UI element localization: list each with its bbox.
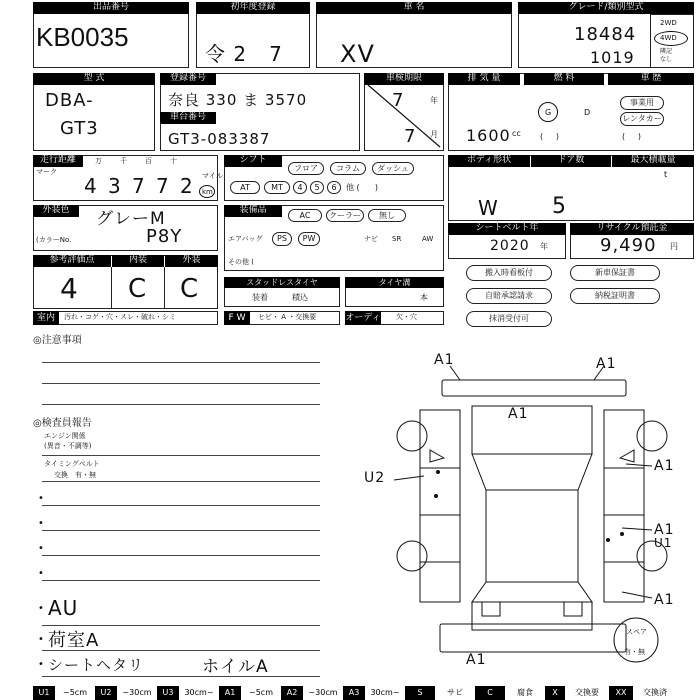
- drive-4wd: 4WD: [660, 34, 677, 42]
- bullet: •: [38, 493, 44, 504]
- mileage-unit-juu: 十: [170, 157, 177, 165]
- tire-groove-unit: 本: [420, 293, 428, 302]
- usage-rental: レンタカー: [620, 112, 664, 126]
- body-value: W: [478, 196, 499, 220]
- damage-mark: A1: [508, 406, 529, 422]
- bullet: •: [38, 518, 44, 529]
- spare-label: スペア: [626, 628, 647, 636]
- tire-groove-label: タイヤ溝: [345, 277, 444, 288]
- shift-other: 他 ( ): [346, 183, 379, 192]
- legend-desc: 腐食: [505, 686, 545, 700]
- remark-seat: シートヘタリ: [48, 656, 145, 674]
- recycle-value: 9,490: [600, 235, 657, 256]
- leader-a1-right-fender: [626, 464, 652, 466]
- fuel-g: G: [545, 108, 552, 117]
- shift-floor: フロア: [288, 162, 324, 175]
- seatbelt-label: シートベルト年: [448, 223, 566, 235]
- mileage-unit-mile: マイル: [202, 172, 223, 180]
- leader-a1-front-left: [450, 366, 460, 380]
- color-code-value: P8Y: [146, 226, 183, 247]
- engine-sub: (異音・不調等): [44, 442, 92, 450]
- wheel-front-left: [397, 421, 427, 451]
- seatbelt-value: 2020: [490, 238, 530, 254]
- displacement-value: 1600: [466, 126, 511, 145]
- note-line: [42, 362, 320, 363]
- right-front-door: [604, 468, 644, 515]
- legend-desc: 交換済: [633, 686, 677, 700]
- note-line: [42, 383, 320, 384]
- left-rear-door: [420, 515, 460, 562]
- reg-no-label: 登録番号: [160, 73, 216, 85]
- mileage-unit-man: 万: [95, 157, 102, 165]
- damage-mark: A1: [466, 652, 487, 668]
- doors-label: ドア数: [531, 155, 611, 167]
- note-line: [42, 530, 320, 531]
- rear-glass: [472, 582, 592, 602]
- rear-lamp-right: [564, 602, 582, 616]
- recycle-unit: 円: [670, 242, 678, 251]
- audio-label: オーディオ: [345, 313, 381, 337]
- doc-insurance-request: 自賠承認請求: [466, 288, 552, 304]
- chassis-value: GT3-083387: [168, 130, 271, 148]
- score-divider-1: [111, 267, 112, 309]
- interior-label: 内装: [112, 255, 164, 267]
- note-line: [42, 555, 320, 556]
- grade-value-2: 1019: [590, 48, 635, 67]
- interior-note-value: 汚れ・コゲ・穴・スレ・破れ・シミ: [64, 313, 176, 321]
- doors-value: 5: [552, 194, 567, 219]
- equip-sr: SR: [392, 235, 402, 243]
- doc-signboard: 搬入時看板付: [466, 265, 552, 281]
- legend-desc: サビ: [435, 686, 475, 700]
- drive-4wd-circle: [654, 31, 688, 46]
- inspector-title: ◎検査員報告: [33, 418, 92, 429]
- damage-mark: A1: [654, 522, 675, 538]
- equipment-label: 装備品: [224, 205, 282, 217]
- damage-mark: A1: [654, 458, 675, 474]
- note-line: [42, 481, 320, 482]
- legend-code: C: [475, 686, 505, 700]
- legend-code: S: [405, 686, 435, 700]
- model-label: 型 式: [33, 73, 155, 85]
- legend-desc: 交換要: [565, 686, 609, 700]
- mileage-mark: マーク: [36, 168, 57, 176]
- doc-tax-certificate: 納税証明書: [570, 288, 660, 304]
- timing-label: タイミングベルト: [44, 460, 100, 468]
- mileage-km-circle: [199, 185, 215, 198]
- legend-code: U3: [157, 686, 179, 700]
- leader-a1-right-rear: [622, 592, 652, 598]
- remark-au: AU: [48, 596, 79, 620]
- fw-value: ヒビ・ A ・交換要: [258, 313, 317, 321]
- right-quarter: [604, 562, 644, 602]
- shift-mt: MT: [264, 181, 290, 194]
- interior-value: C: [128, 274, 148, 304]
- score-label: 参考評価点: [33, 255, 111, 267]
- fw-label: F W: [224, 311, 250, 325]
- first-registration-value: 令 2 7: [205, 42, 283, 66]
- inspection-month-label: 月: [430, 130, 438, 139]
- displacement-label: 排 気 量: [448, 73, 520, 85]
- bullet: •: [38, 543, 44, 554]
- damage-mark: A1: [654, 592, 675, 608]
- inspection-value-1: 7: [392, 90, 405, 111]
- shift-6: 6: [327, 181, 341, 194]
- wheel-front-right: [637, 421, 667, 451]
- body-label: ボディ形状: [448, 155, 530, 167]
- legend-code: A3: [343, 686, 365, 700]
- mileage-digit-3: 7: [132, 174, 146, 198]
- damage-mark: U1: [654, 536, 673, 550]
- note-line: [42, 455, 320, 456]
- legend-desc: ~30cm: [117, 686, 157, 700]
- mileage-digit-4: 7: [156, 174, 170, 198]
- legend-code: A1: [219, 686, 241, 700]
- shift-at: AT: [230, 181, 260, 194]
- mileage-digit-1: 4: [84, 174, 98, 198]
- equip-cooler: クーラー: [326, 209, 364, 222]
- equip-ps: PS: [272, 232, 292, 246]
- inspection-value-2: 7: [404, 126, 417, 147]
- mileage-digit-5: 2: [180, 174, 194, 198]
- equip-pw: PW: [298, 232, 320, 246]
- lot-number-label: 出品番号: [33, 2, 189, 14]
- timing-exchange: 交換 有・無: [54, 471, 96, 479]
- shift-5: 5: [310, 181, 324, 194]
- bullet: •: [38, 568, 44, 579]
- mileage-unit-km: km: [202, 188, 213, 196]
- shift-dash: ダッシュ: [372, 162, 414, 175]
- inspection-strike: [364, 73, 444, 151]
- legend-desc: ~30cm: [303, 686, 343, 700]
- note-line: [42, 580, 320, 581]
- damage-mark: U2: [364, 470, 386, 486]
- equip-none: 無し: [368, 209, 406, 222]
- note-line: [42, 676, 320, 677]
- remark-cargo: 荷室A: [48, 630, 100, 651]
- score-divider-2: [164, 267, 165, 309]
- caution-title: ◎注意事項: [33, 335, 82, 346]
- note-line: [42, 404, 320, 405]
- spare-value: 有・無: [624, 648, 645, 656]
- right-rear-door: [604, 515, 644, 562]
- car-name-label: 車 名: [316, 2, 512, 14]
- fuel-label: 燃 料: [524, 73, 604, 85]
- recycle-label: リサイクル預託金: [570, 223, 694, 235]
- legend-code: A2: [281, 686, 303, 700]
- drive-2wd: 2WD: [660, 19, 677, 27]
- shift-column: コラム: [330, 162, 366, 175]
- model-value-2: GT3: [60, 118, 99, 139]
- grade-value-1: 18484: [574, 24, 637, 45]
- bullet: •: [38, 603, 44, 614]
- legend-code: U2: [95, 686, 117, 700]
- color-code-label: (カラーNo.: [36, 236, 72, 244]
- note-line: [42, 505, 320, 506]
- wheel-rear-left: [397, 541, 427, 571]
- model-value-1: DBA-: [45, 90, 94, 111]
- fuel-d: D: [584, 108, 591, 117]
- shift-4: 4: [293, 181, 307, 194]
- color-label: 外装色: [33, 205, 79, 217]
- reg-no-value: 奈良 330 ま 3570: [168, 91, 308, 109]
- mirror-right: [620, 450, 634, 462]
- doc-cancellation: 抹消受付可: [466, 311, 552, 327]
- left-front-door: [420, 468, 460, 515]
- windshield: [472, 454, 592, 490]
- legend-code: U1: [33, 686, 55, 700]
- equip-ac: AC: [288, 209, 322, 222]
- capacity-unit: t: [664, 170, 668, 179]
- usage-paren: ( ): [622, 132, 641, 141]
- bullet: •: [38, 659, 44, 670]
- studless-loaded: 積込: [292, 293, 308, 302]
- legend-desc: 30cm~: [179, 686, 219, 700]
- drive-note: 隣記 なし: [660, 48, 673, 63]
- front-bumper: [442, 380, 626, 396]
- bullet: •: [38, 634, 44, 645]
- studless-label: スタッドレスタイヤ: [224, 277, 340, 288]
- doc-new-car-warranty: 新車保証書: [570, 265, 660, 281]
- rear-bumper: [440, 624, 626, 652]
- grade-label: グレード/類別型式: [518, 2, 694, 14]
- shift-label: シフト: [224, 155, 282, 167]
- legend-code: X: [545, 686, 565, 700]
- leader-a1-right-door: [622, 528, 652, 530]
- roof: [486, 490, 578, 582]
- first-registration-label: 初年度登録: [196, 2, 310, 14]
- inspection-year-label: 年: [430, 96, 438, 105]
- chassis-label: 車台番号: [160, 112, 216, 124]
- exterior-value: C: [180, 274, 200, 304]
- fuel-g-circle: [538, 102, 558, 122]
- equip-navi: ナビ: [364, 235, 378, 243]
- damage-mark: A1: [596, 356, 617, 372]
- legend-desc: 30cm~: [365, 686, 405, 700]
- left-quarter: [420, 562, 460, 602]
- hood: [472, 406, 592, 454]
- exterior-label: 外装: [165, 255, 218, 267]
- mirror-left: [430, 450, 444, 462]
- usage-label: 車 歴: [608, 73, 694, 85]
- damage-mark: A1: [434, 352, 455, 368]
- studless-fitted: 装着: [252, 293, 268, 302]
- audio-value: 欠・穴: [396, 313, 417, 321]
- capacity-label: 最大積載量: [612, 155, 694, 167]
- equip-aw: AW: [422, 235, 434, 243]
- seatbelt-unit: 年: [540, 242, 548, 251]
- mileage-digit-2: 3: [108, 174, 122, 198]
- interior-note-label: 室内: [33, 311, 59, 325]
- rear-lamp-left: [482, 602, 500, 616]
- car-name-value: XV: [340, 40, 375, 68]
- mileage-unit-hyaku: 百: [145, 157, 152, 165]
- legend-code: XX: [609, 686, 633, 700]
- mileage-label: 走行距離: [33, 155, 83, 167]
- lot-code: KB0035: [36, 22, 129, 52]
- remark-wheel: ホイルA: [202, 657, 269, 677]
- color-value: グレーM: [96, 209, 166, 229]
- mileage-unit-sen: 千: [120, 157, 127, 165]
- score-value: 4: [60, 272, 79, 305]
- legend-desc: ~5cm: [55, 686, 95, 700]
- engine-label: エンジン関係: [44, 432, 86, 440]
- equip-other: その他 (: [228, 258, 254, 266]
- equip-airbag: エアバッグ: [228, 235, 263, 243]
- legend-desc: ~5cm: [241, 686, 281, 700]
- displacement-unit: cc: [512, 129, 521, 138]
- usage-business: 事業用: [620, 96, 664, 110]
- fuel-paren: ( ): [540, 132, 559, 141]
- inspection-label: 車検期限: [364, 73, 444, 85]
